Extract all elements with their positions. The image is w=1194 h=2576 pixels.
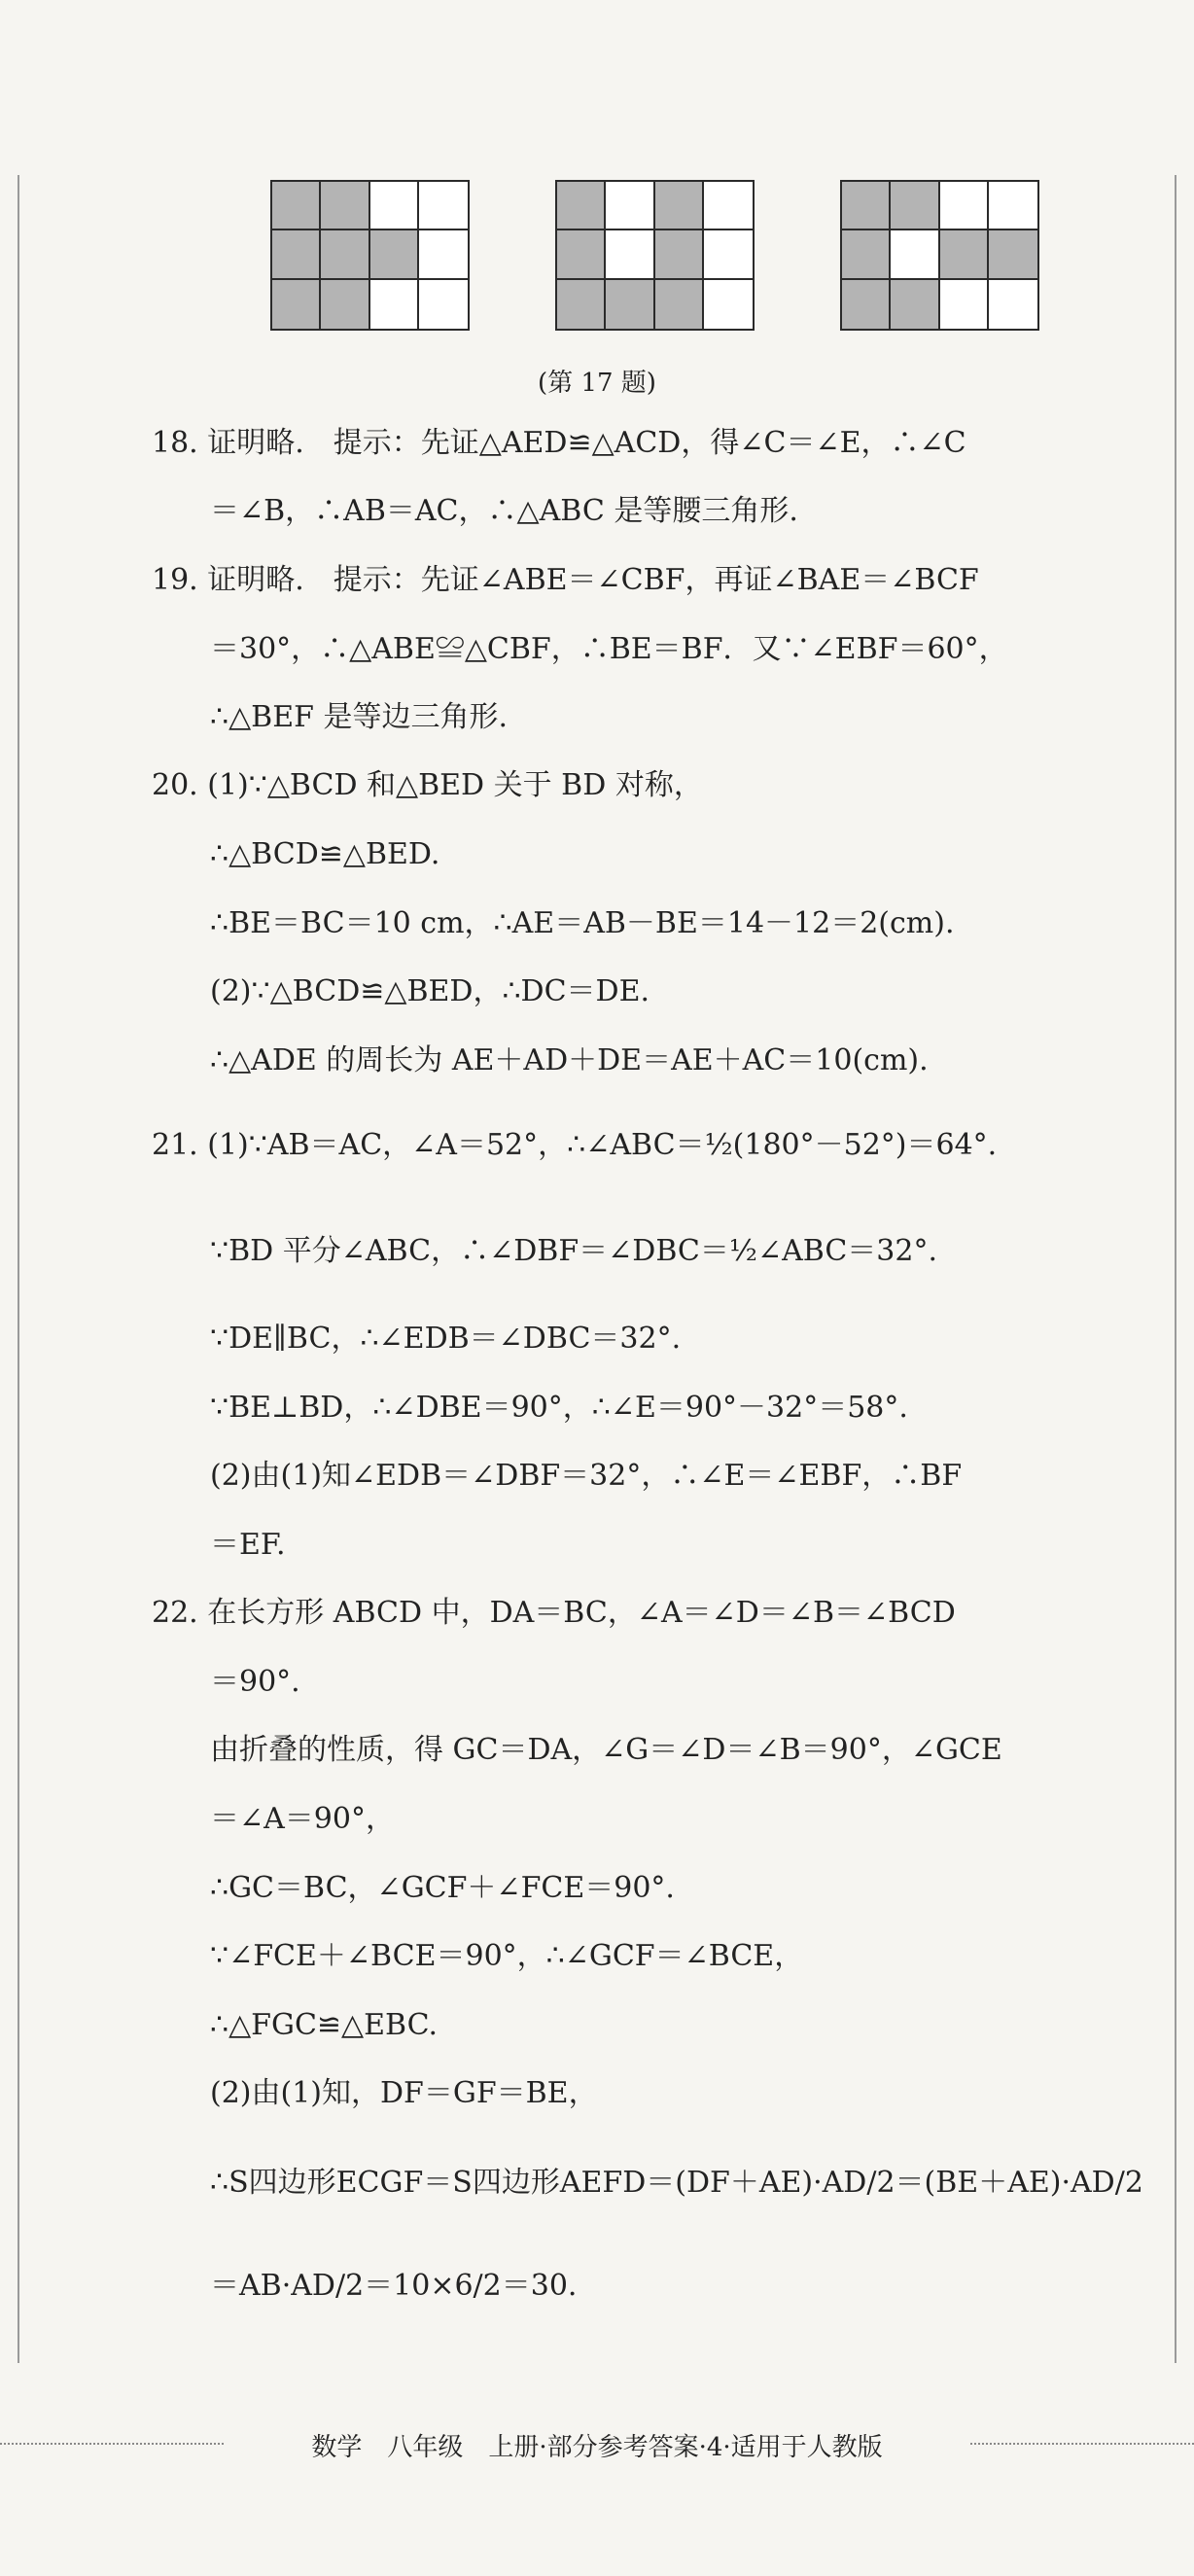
text-line: ∴△BEF 是等边三角形.: [210, 700, 508, 734]
grid-cell: [272, 182, 321, 230]
grid-cell: [940, 230, 989, 279]
text-line: ∵∠FCE＋∠BCE＝90°，∴∠GCF＝∠BCE，: [210, 1939, 804, 1973]
grid-cell: [419, 182, 468, 230]
grid-cell: [842, 230, 891, 279]
figure-caption: (第 17 题): [538, 369, 656, 398]
text-line: (2)∵△BCD≌△BED，∴DC＝DE.: [210, 974, 650, 1008]
text-line: ∴△ADE 的周长为 AE＋AD＋DE＝AE＋AC＝10(cm).: [210, 1043, 929, 1077]
grid-cell: [704, 230, 753, 279]
figure-grid-1: [270, 180, 470, 331]
text-line: ＝∠A＝90°，: [210, 1802, 395, 1836]
grid-cell: [989, 280, 1037, 329]
grid-cell: [891, 182, 939, 230]
grid-cell: [940, 182, 989, 230]
grid-cell: [606, 230, 654, 279]
text-line: 18. 证明略. 提示：先证△AED≌△ACD，得∠C＝∠E，∴∠C: [152, 426, 966, 460]
text-line: ∴S四边形ECGF＝S四边形AEFD＝(DF＋AE)·AD/2＝(BE＋AE)·AD/2: [210, 2166, 1143, 2200]
figure-grid-3: [840, 180, 1039, 331]
grid-cell: [321, 280, 369, 329]
grid-cell: [655, 280, 704, 329]
grid-cell: [272, 280, 321, 329]
text-line: ＝30°，∴△ABE≌△CBF，∴BE＝BF．又∵∠EBF＝60°，: [210, 632, 1008, 666]
grid-cell: [655, 182, 704, 230]
page-footer: 数学 八年级 上册·部分参考答案·4·适用于人教版: [311, 2433, 883, 2462]
text-line: ∴BE＝BC＝10 cm，∴AE＝AB－BE＝14－12＝2(cm).: [210, 906, 955, 940]
grid-cell: [842, 182, 891, 230]
text-line: 由折叠的性质，得 GC＝DA，∠G＝∠D＝∠B＝90°，∠GCE: [210, 1733, 1002, 1767]
text-line: ∵DE∥BC，∴∠EDB＝∠DBC＝32°.: [210, 1322, 682, 1356]
text-line: ∴△FGC≌△EBC.: [210, 2008, 439, 2042]
text-line: 20. (1)∵△BCD 和△BED 关于 BD 对称，: [152, 768, 703, 802]
grid-cell: [557, 230, 606, 279]
grid-cell: [321, 182, 369, 230]
grid-cell: [940, 280, 989, 329]
text-line: ∵BE⊥BD，∴∠DBE＝90°，∴∠E＝90°－32°＝58°.: [210, 1391, 908, 1425]
grid-cell: [272, 230, 321, 279]
grid-cell: [321, 230, 369, 279]
text-line: ∴△BCD≌△BED.: [210, 837, 440, 871]
grid-cell: [606, 182, 654, 230]
text-line: 19. 证明略. 提示：先证∠ABE＝∠CBF，再证∠BAE＝∠BCF: [152, 563, 979, 597]
grid-cell: [370, 182, 419, 230]
text-line: ＝AB·AD/2＝10×6/2＝30.: [210, 2269, 578, 2303]
grid-cell: [842, 280, 891, 329]
grid-cell: [989, 230, 1037, 279]
grid-cell: [606, 280, 654, 329]
right-margin-rule: [1175, 175, 1176, 2363]
text-line: 21. (1)∵AB＝AC，∠A＝52°，∴∠ABC＝½(180°－52°)＝64°.: [152, 1128, 998, 1162]
text-line: ∴GC＝BC，∠GCF＋∠FCE＝90°.: [210, 1871, 675, 1905]
grid-cell: [370, 230, 419, 279]
grid-cell: [989, 182, 1037, 230]
text-line: ＝∠B，∴AB＝AC，∴△ABC 是等腰三角形.: [210, 494, 798, 528]
text-line: 22. 在长方形 ABCD 中，DA＝BC，∠A＝∠D＝∠B＝∠BCD: [152, 1596, 956, 1630]
grid-cell: [655, 230, 704, 279]
text-line: ＝90°.: [210, 1665, 300, 1699]
text-line: (2)由(1)知∠EDB＝∠DBF＝32°，∴∠E＝∠EBF，∴BF: [210, 1459, 963, 1493]
grid-cell: [557, 280, 606, 329]
text-line: ∵BD 平分∠ABC，∴∠DBF＝∠DBC＝½∠ABC＝32°.: [210, 1234, 938, 1268]
grid-cell: [704, 280, 753, 329]
text-line: (2)由(1)知，DF＝GF＝BE，: [210, 2076, 598, 2110]
text-line: ＝EF.: [210, 1528, 286, 1562]
grid-cell: [419, 280, 468, 329]
grid-cell: [704, 182, 753, 230]
figure-grid-2: [555, 180, 755, 331]
grid-cell: [557, 182, 606, 230]
left-margin-rule: [18, 175, 19, 2363]
grid-cell: [419, 230, 468, 279]
grid-cell: [370, 280, 419, 329]
grid-cell: [891, 280, 939, 329]
grid-cell: [891, 230, 939, 279]
